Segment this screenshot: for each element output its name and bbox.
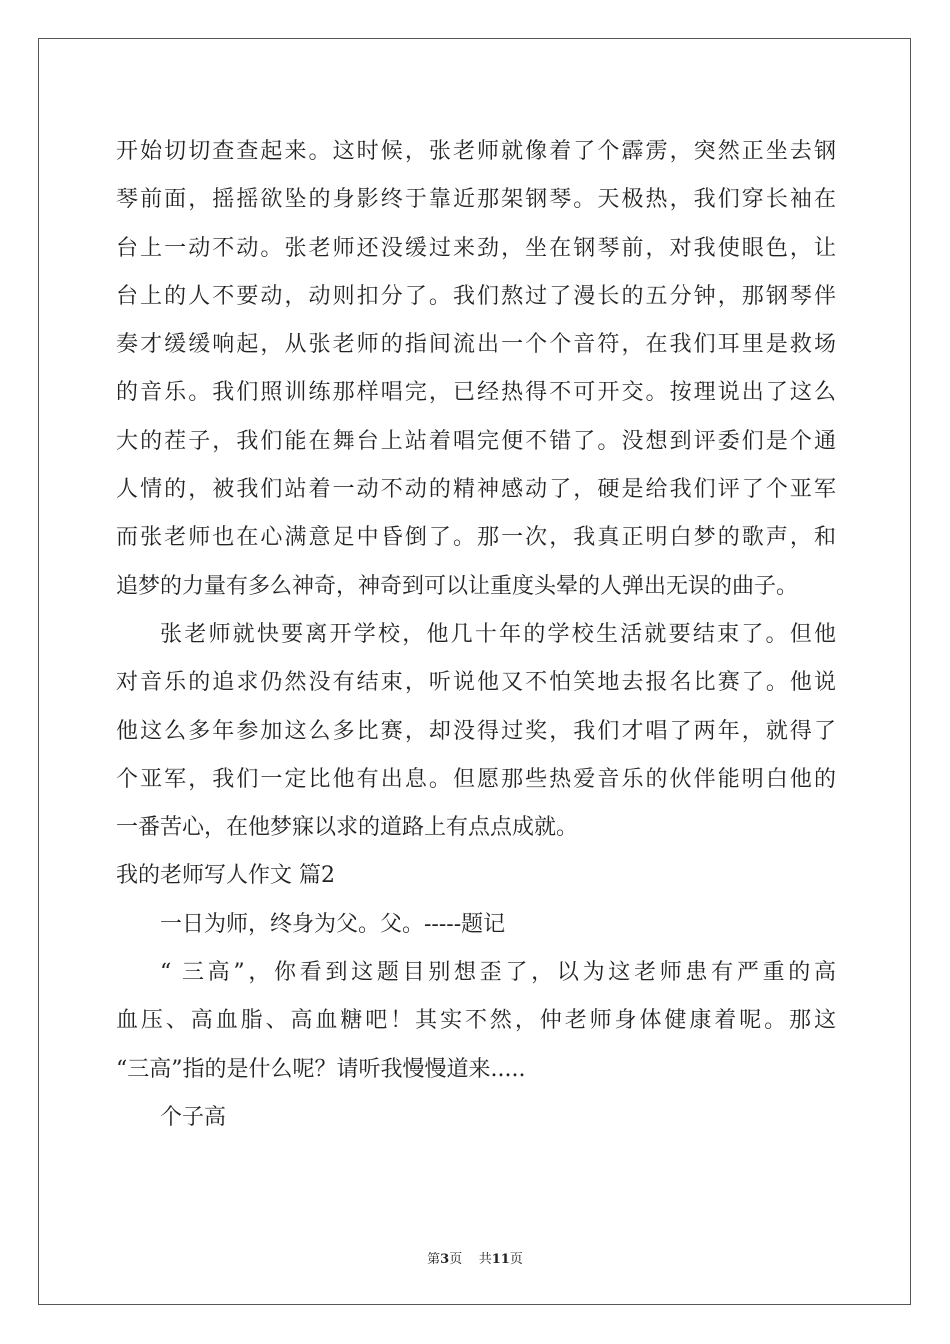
page-footer [0, 1248, 950, 1267]
text-line: 血压、高血脂、高血糖吧！其实不然，仲老师身体健康着呢。那这 [116, 1008, 836, 1034]
text-line: 开始切切查查起来。这时候，张老师就像着了个霹雳，突然正坐去钢 [116, 139, 836, 164]
text-line: “ 三高”，你看到这题目别想歪了，以为这老师患有严重的高 [160, 960, 836, 986]
text-line: 奏才缓缓响起，从张老师的指间流出一个个音符，在我们耳里是救场 [116, 332, 836, 358]
text-line: 追梦的力量有多么神奇，神奇到可以让重度头晕的人弹出无误的曲子。 [116, 573, 799, 599]
text-line: 台上的人不要动，动则扣分了。我们熬过了漫长的五分钟，那钢琴伴 [116, 283, 836, 309]
text-line: 一番苦心，在他梦寐以求的道路上有点点成就。 [116, 815, 579, 841]
subheading: 个子高 [160, 1104, 227, 1130]
text-line: 台上一动不动。张老师还没缓过来劲，坐在钢琴前，对我使眼色，让 [116, 235, 836, 261]
text-line: 琴前面，摇摇欲坠的身影终于靠近那架钢琴。天极热，我们穿长袖在 [116, 187, 836, 213]
text-line: 张老师就快要离开学校，他几十年的学校生活就要结束了。但他 [160, 621, 836, 647]
footer-suffix: 页 [509, 1252, 523, 1267]
current-page-number: 3 [440, 1252, 450, 1267]
text-line: 他这么多年参加这么多比赛，却没得过奖，我们才唱了两年，就得了 [116, 718, 836, 744]
total-page-number: 11 [491, 1252, 510, 1267]
text-line: “三高”指的是什么呢？请听我慢慢道来..... [116, 1056, 526, 1082]
text-line: 对音乐的追求仍然没有结束，听说他又不怕笑地去报名比赛了。他说 [116, 670, 836, 696]
text-line: 大的茬子，我们能在舞台上站着唱完便不错了。没想到评委们是个通 [116, 428, 836, 454]
document-body [116, 128, 836, 1142]
footer-mid: 页 共 [449, 1252, 492, 1267]
text-line: 的音乐。我们照训练那样唱完，已经热得不可开交。按理说出了这么 [116, 380, 836, 406]
section-heading: 我的老师写人作文 篇2 [116, 863, 335, 889]
footer-prefix: 第 [427, 1252, 441, 1267]
text-line: 而张老师也在心满意足中昏倒了。那一次，我真正明白梦的歌声，和 [116, 525, 836, 551]
text-line: 个亚军，我们一定比他有出息。但愿那些热爱音乐的伙伴能明白他的 [116, 766, 836, 792]
text-line: 人情的，被我们站着一动不动的精神感动了，硬是给我们评了个亚军 [116, 477, 836, 503]
epigraph: 一日为师，终身为父。父。-----题记 [160, 911, 506, 937]
